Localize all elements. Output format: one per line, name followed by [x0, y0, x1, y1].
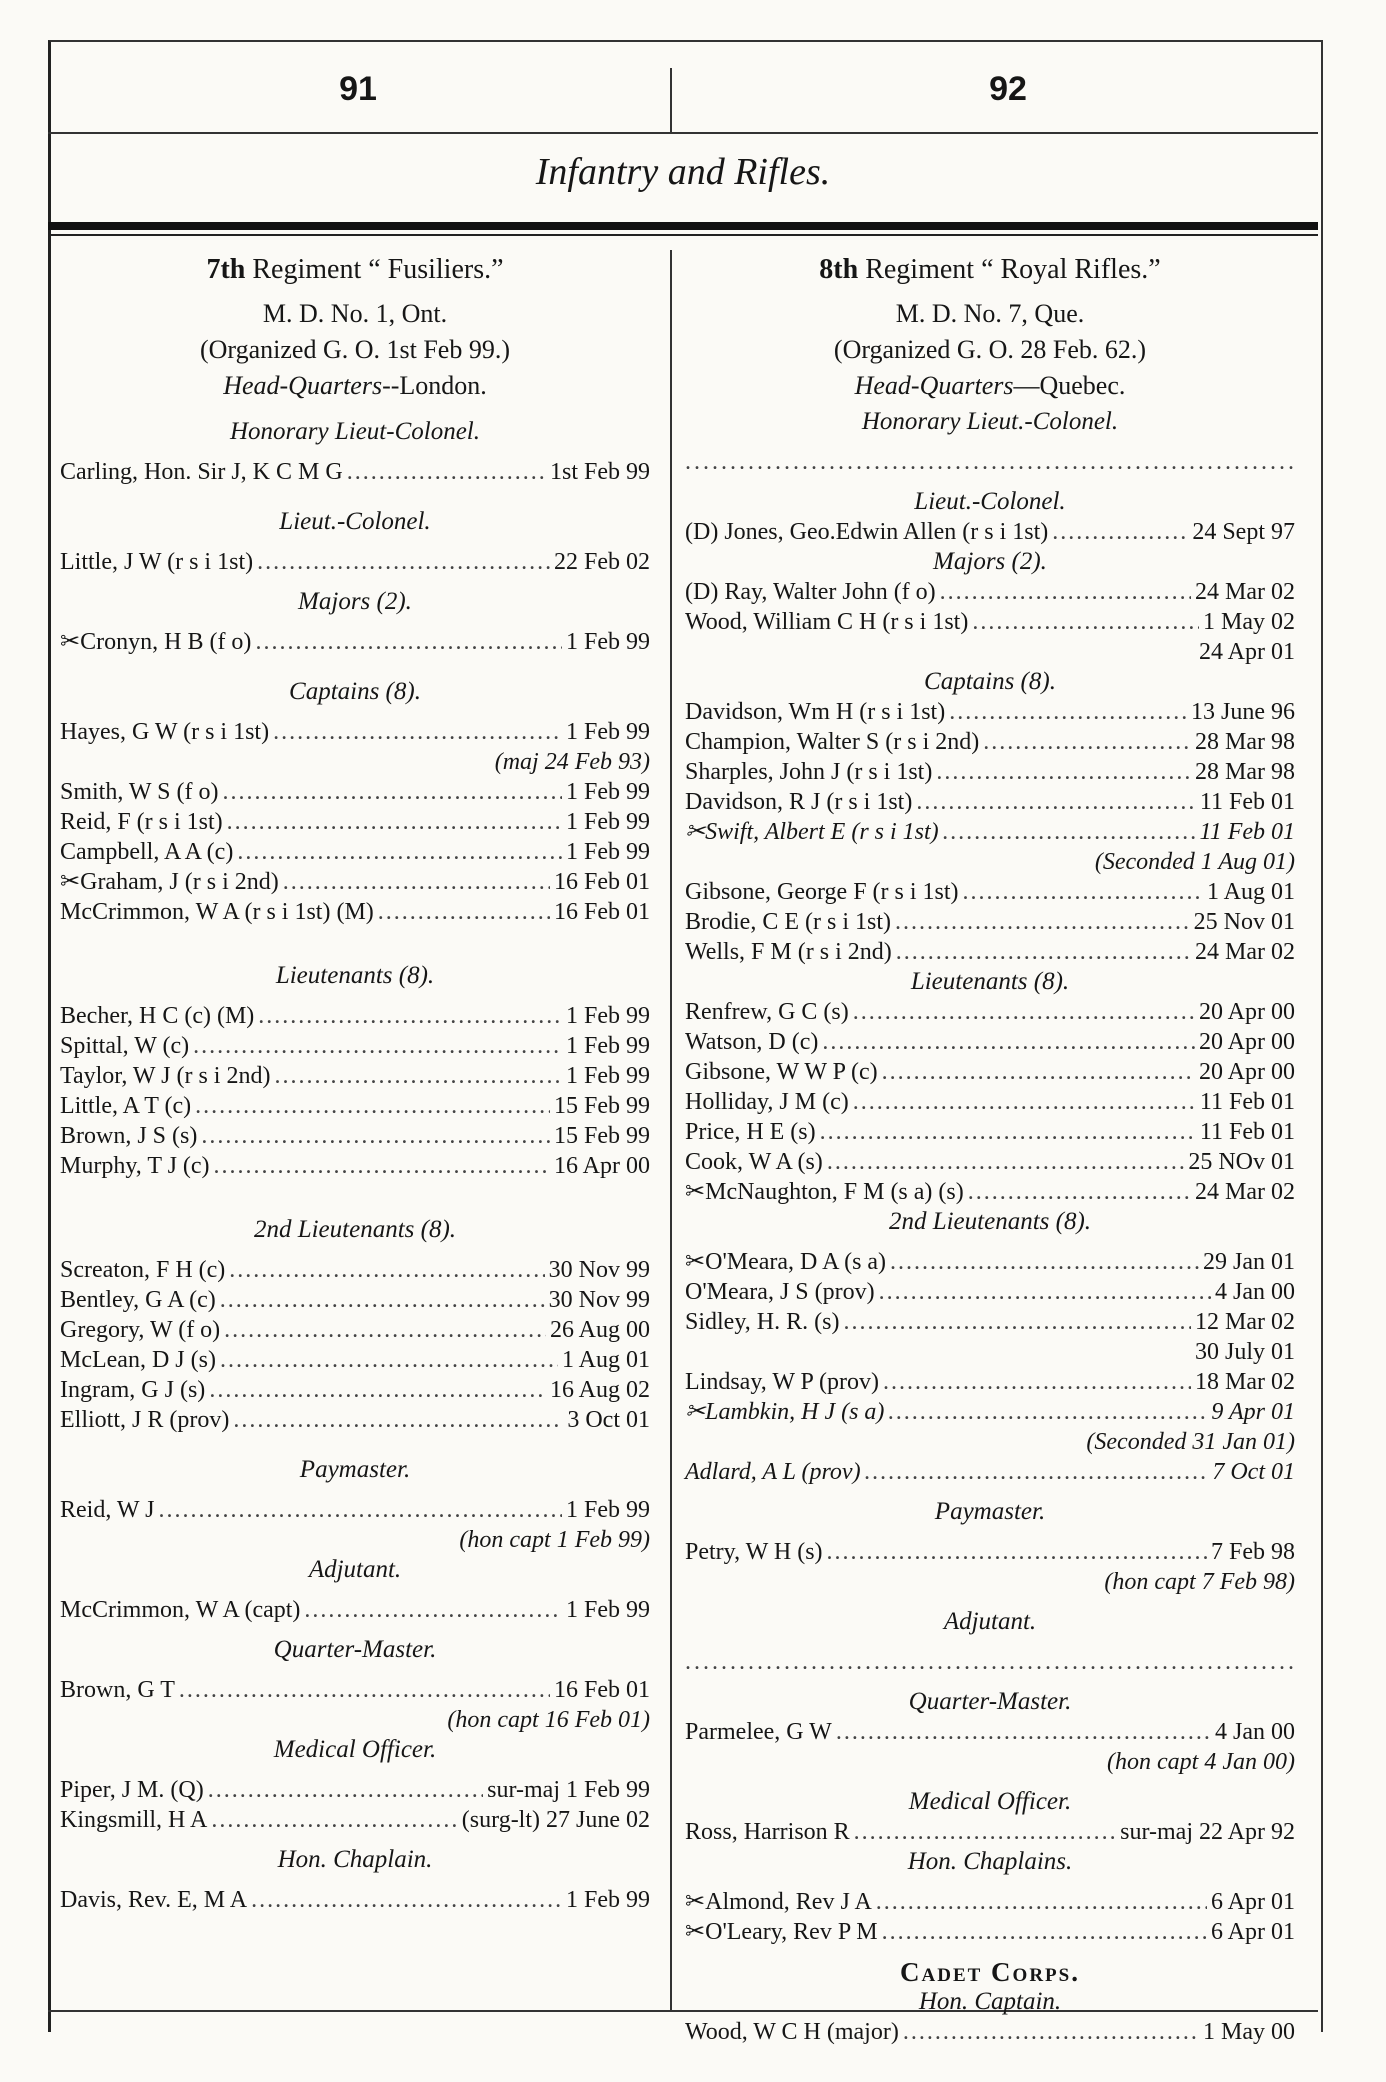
- medical-officer-heading: Medical Officer.: [273, 1736, 437, 1763]
- majors-heading: Majors (2).: [933, 548, 1047, 575]
- vacant-line: [685, 447, 1295, 477]
- adjutant-heading: Adjutant.: [308, 1556, 402, 1583]
- second-lieutenants-heading: 2nd Lieutenants (8).: [253, 1216, 457, 1243]
- adjutant-heading: Adjutant.: [943, 1608, 1037, 1635]
- list-item: ✂McNaughton, F M (s a) (s) ..... 24 Mar 02: [685, 1177, 1295, 1207]
- organized: (Organized G. O. 28 Feb. 62.): [833, 335, 1147, 364]
- note: (hon capt 16 Feb 01): [447, 1707, 650, 1733]
- list-item: McCrimmon, W A (r s i 1st) (M) ..... 16 Feb 01: [60, 897, 650, 927]
- list-item: Champion, Walter S (r s i 2nd) ..... 28 Mar 98: [685, 727, 1295, 757]
- page-number-right: 92: [989, 70, 1027, 108]
- paymaster-heading: Paymaster.: [934, 1498, 1046, 1525]
- hon-lt-col-heading: Honorary Lieut-Colonel.: [230, 418, 480, 445]
- medical-officer-heading: Medical Officer.: [908, 1788, 1072, 1815]
- hon-lt-col-heading: Honorary Lieut.-Colonel.: [861, 408, 1119, 435]
- list-item: ✂O'Meara, D A (s a) ..... 29 Jan 01: [685, 1247, 1295, 1277]
- list-item: Ross, Harrison R ..... sur-maj 22 Apr 92: [685, 1817, 1295, 1847]
- head-quarters: Head-Quarters—Quebec.: [854, 371, 1126, 400]
- header-rule: [48, 132, 1318, 134]
- list-item: Adlard, A L (prov) ..... 7 Oct 01: [685, 1457, 1295, 1487]
- quarter-master-heading: Quarter-Master.: [908, 1688, 1072, 1715]
- list-item: Wells, F M (r s i 2nd) ..... 24 Mar 02: [685, 937, 1295, 967]
- list-item: ✂Swift, Albert E (r s i 1st) ..... 11 Feb 01: [685, 817, 1295, 847]
- list-item: ✂Cronyn, H B (f o) ..... 1 Feb 99: [60, 627, 650, 657]
- note: (Seconded 1 Aug 01): [1094, 849, 1295, 875]
- list-item: (D) Ray, Walter John (f o) ..... 24 Mar 02: [685, 577, 1295, 607]
- captains-heading: Captains (8).: [289, 678, 421, 705]
- list-item: Price, H E (s) ..... 11 Feb 01: [685, 1117, 1295, 1147]
- vacant-line: [685, 1647, 1295, 1677]
- thick-rule: [48, 222, 1318, 230]
- second-lieutenants-heading: 2nd Lieutenants (8).: [888, 1208, 1092, 1235]
- list-item: Renfrew, G C (s) ..... 20 Apr 00: [685, 997, 1295, 1027]
- list-item: Ingram, G J (s) ..... 16 Aug 02: [60, 1375, 650, 1405]
- list-item: Gregory, W (f o) ..... 26 Aug 00: [60, 1315, 650, 1345]
- list-item: Davis, Rev. E, M A ..... 1 Feb 99: [60, 1885, 650, 1915]
- list-item: Murphy, T J (c) ..... 16 Apr 00: [60, 1151, 650, 1181]
- head-quarters: Head-Quarters--London.: [223, 371, 487, 400]
- list-item: Reid, F (r s i 1st) ..... 1 Feb 99: [60, 807, 650, 837]
- list-item: Holliday, J M (c) ..... 11 Feb 01: [685, 1087, 1295, 1117]
- list-item: Little, J W (r s i 1st) ..... 22 Feb 02: [60, 547, 650, 577]
- majors-heading: Majors (2).: [298, 588, 412, 615]
- list-item: Petry, W H (s) ..... 7 Feb 98: [685, 1537, 1295, 1567]
- list-item: Smith, W S (f o) ..... 1 Feb 99: [60, 777, 650, 807]
- chaplain-heading: Hon. Chaplain.: [277, 1846, 433, 1873]
- list-item: Little, A T (c) ..... 15 Feb 99: [60, 1091, 650, 1121]
- note: (maj 24 Feb 93): [494, 749, 650, 775]
- list-item: Brodie, C E (r s i 1st) ..... 25 Nov 01: [685, 907, 1295, 937]
- list-item: (D) Jones, Geo.Edwin Allen (r s i 1st) ..... 24 Sept 97: [685, 517, 1295, 547]
- list-item: Watson, D (c) ..... 20 Apr 00: [685, 1027, 1295, 1057]
- list-item: Screaton, F H (c) ..... 30 Nov 99: [60, 1255, 650, 1285]
- list-item: Brown, J S (s) ..... 15 Feb 99: [60, 1121, 650, 1151]
- cadet-captain-heading: Hon. Captain.: [918, 1988, 1062, 2015]
- district: M. D. No. 1, Ont.: [262, 299, 448, 328]
- lieutenants-heading: Lieutenants (8).: [275, 962, 435, 989]
- quarter-master-heading: Quarter-Master.: [273, 1636, 437, 1663]
- list-item: ✂O'Leary, Rev P M ..... 6 Apr 01: [685, 1917, 1295, 1947]
- column-divider: [670, 250, 672, 2010]
- list-item: Kingsmill, H A ..... (surg-lt) 27 June 02: [60, 1805, 650, 1835]
- list-item: Davidson, R J (r s i 1st) ..... 11 Feb 01: [685, 787, 1295, 817]
- list-item: Taylor, W J (r s i 2nd) ..... 1 Feb 99: [60, 1061, 650, 1091]
- note: (hon capt 1 Feb 99): [459, 1527, 650, 1553]
- page-number-left: 91: [339, 70, 377, 108]
- extra-date: 24 Apr 01: [1199, 639, 1295, 665]
- note: (hon capt 4 Jan 00): [1107, 1749, 1295, 1775]
- list-item: Hayes, G W (r s i 1st) ..... 1 Feb 99: [60, 717, 650, 747]
- list-item: Wood, William C H (r s i 1st) ..... 1 May 02: [685, 607, 1295, 637]
- right-column: [685, 255, 1295, 2047]
- list-item: Brown, G T ..... 16 Feb 01: [60, 1675, 650, 1705]
- list-item: Davidson, Wm H (r s i 1st) ..... 13 June 96: [685, 697, 1295, 727]
- list-item: Wood, W C H (major) ..... 1 May 00: [685, 2017, 1295, 2047]
- lt-col-heading: Lieut.-Colonel.: [914, 488, 1066, 515]
- lieutenants-heading: Lieutenants (8).: [910, 968, 1070, 995]
- page-numbers: [48, 70, 1318, 130]
- organized: (Organized G. O. 1st Feb 99.): [199, 335, 511, 364]
- paymaster-heading: Paymaster.: [299, 1456, 411, 1483]
- list-item: ✂Graham, J (r s i 2nd) ..... 16 Feb 01: [60, 867, 650, 897]
- list-item: McLean, D J (s) ..... 1 Aug 01: [60, 1345, 650, 1375]
- list-item: Sidley, H. R. (s) ..... 12 Mar 02: [685, 1307, 1295, 1337]
- list-item: Becher, H C (c) (M) ..... 1 Feb 99: [60, 1001, 650, 1031]
- regiment-title: 8th Regiment “ Royal Rifles.”: [819, 254, 1161, 285]
- list-item: O'Meara, J S (prov) ..... 4 Jan 00: [685, 1277, 1295, 1307]
- list-item: Elliott, J R (prov) ..... 3 Oct 01: [60, 1405, 650, 1435]
- list-item: Carling, Hon. Sir J, K C M G ..... 1st Feb 99: [60, 457, 650, 487]
- list-item: Campbell, A A (c) ..... 1 Feb 99: [60, 837, 650, 867]
- list-item: Gibsone, W W P (c) ..... 20 Apr 00: [685, 1057, 1295, 1087]
- list-item: Spittal, W (c) ..... 1 Feb 99: [60, 1031, 650, 1061]
- left-column: [60, 255, 650, 1915]
- note: (Seconded 31 Jan 01): [1086, 1429, 1295, 1455]
- list-item: Reid, W J ..... 1 Feb 99: [60, 1495, 650, 1525]
- list-item: Gibsone, George F (r s i 1st) ..... 1 Aug 01: [685, 877, 1295, 907]
- page-number-divider: [670, 68, 672, 132]
- list-item: Bentley, G A (c) ..... 30 Nov 99: [60, 1285, 650, 1315]
- regiment-title: 7th Regiment “ Fusiliers.”: [206, 254, 504, 285]
- lt-col-heading: Lieut.-Colonel.: [279, 508, 431, 535]
- extra-date: 30 July 01: [1194, 1339, 1295, 1365]
- chaplains-heading: Hon. Chaplains.: [907, 1848, 1073, 1875]
- captains-heading: Captains (8).: [924, 668, 1056, 695]
- list-item: Cook, W A (s) ..... 25 NOv 01: [685, 1147, 1295, 1177]
- section-title: Infantry and Rifles.: [535, 151, 831, 193]
- list-item: Sharples, John J (r s i 1st) ..... 28 Mar 98: [685, 757, 1295, 787]
- list-item: Piper, J M. (Q) ..... sur-maj 1 Feb 99: [60, 1775, 650, 1805]
- list-item: McCrimmon, W A (capt) ..... 1 Feb 99: [60, 1595, 650, 1625]
- thin-rule: [48, 234, 1318, 236]
- list-item: ✂Lambkin, H J (s a) ..... 9 Apr 01: [685, 1397, 1295, 1427]
- district: M. D. No. 7, Que.: [895, 299, 1085, 328]
- cadet-corps-heading: Cadet Corps.: [900, 1957, 1080, 1987]
- note: (hon capt 7 Feb 98): [1104, 1569, 1295, 1595]
- list-item: ✂Almond, Rev J A ..... 6 Apr 01: [685, 1887, 1295, 1917]
- list-item: Parmelee, G W ..... 4 Jan 00: [685, 1717, 1295, 1747]
- list-item: Lindsay, W P (prov) ..... 18 Mar 02: [685, 1367, 1295, 1397]
